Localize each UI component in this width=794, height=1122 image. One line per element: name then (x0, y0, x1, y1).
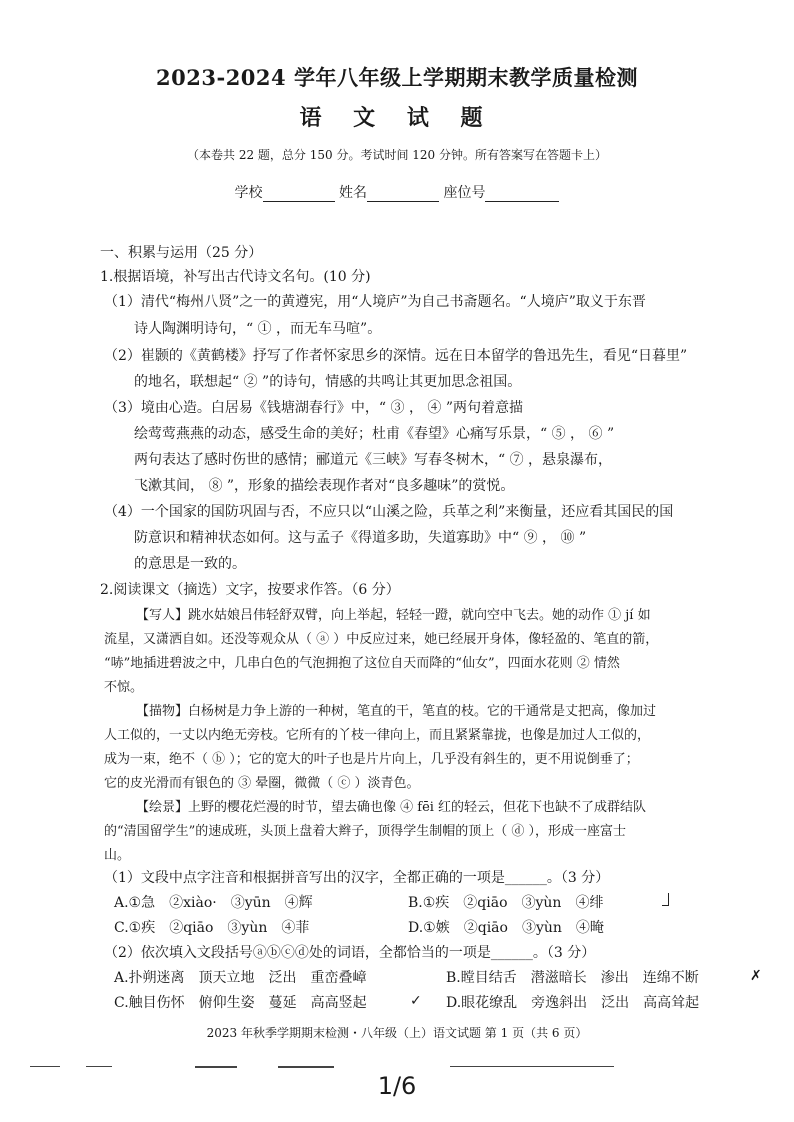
q1-p1-line1: （1）清代“梅州八贤”之一的黄遵宪，用“人境庐”为自己书斋题名。“人境庐”取义于东晋 (104, 294, 646, 310)
q2-a-line1: 【写人】跳水姑娘吕伟轻舒双臂，向上举起，轻轻一蹬，就向空中飞去。她的动作 ① jí 如 (136, 608, 651, 623)
q2-b-line3: 成为一束，绝不（ ⓑ ）；它的宽大的叶子也是片片向上，几乎没有斜生的，更不用说倒垂了； (104, 752, 639, 767)
q2-a-line3: “哧”地插进碧波之中，几串白色的气泡拥抱了这位自天而降的“仙女”，四面水花则 ② 情然 (104, 656, 620, 671)
q1-p3-line1: （3）境由心造。白居易《钱塘湖春行》中，“ ③ ， ④ ”两句着意描 (104, 400, 524, 416)
q1-stem: 1.根据语境，补写出古代诗文名句。(10 分) (100, 269, 371, 285)
q2-sub1-option-c: C.①疾 ②qiāo ③yùn ④菲 (114, 920, 310, 936)
school-blank (263, 187, 335, 202)
q1-p2-line2: 的地名，联想起“ ② ”的诗句，情感的共鸣让其更加思念祖国。 (134, 374, 522, 390)
page-footer: 2023 年秋季学期期末检测・八年级（上）语文试题 第 1 页（共 6 页） (206, 1026, 588, 1040)
name-blank (367, 187, 439, 202)
q2-b-line4: 它的皮光滑而有银色的 ③ 晕圈，微微（ ⓒ ）淡青色。 (104, 776, 420, 791)
seat-blank (485, 187, 559, 202)
q2-sub2-option-a: A.扑朔迷离 顶天立地 泛出 重峦叠嶂 (114, 970, 367, 986)
scan-artifact (86, 1066, 112, 1067)
section-heading: 一、积累与运用（25 分） (100, 245, 263, 261)
q2-c-line2: 的“清国留学生”的速成班，头顶上盘着大辫子，顶得学生制帽的顶上（ ⓓ ），形成一座富士 (104, 824, 627, 839)
handwritten-x-mark: ✗ (750, 968, 762, 984)
school-label: 学校 (234, 185, 263, 201)
handwritten-mark (662, 893, 669, 906)
name-label: 姓名 (339, 185, 367, 201)
scan-artifact (195, 1066, 237, 1068)
handwritten-check-mark: ✓ (410, 993, 422, 1009)
exam-title: 2023-2024 学年八年级上学期期末教学质量检测 (156, 65, 638, 90)
q1-p3-line2: 绘莺莺燕燕的动态，感受生命的美好；杜甫《春望》心痛写乐景，“ ⑤ ， ⑥ ” (134, 426, 615, 442)
q2-sub1-option-a: A.①急 ②xiào· ③yūn ④辉 (114, 895, 313, 911)
q2-sub1-option-d: D.①嫉 ②qiāo ③yùn ④晻 (408, 920, 604, 936)
q2-a-line2: 流星，又潇洒自如。还没等观众从（ ⓐ ）中反应过来，她已经展开身体，像轻盈的、笔直的箭， (104, 632, 659, 647)
q2-sub1-option-b: B.①疾 ②qiāo ③yùn ④绯 (408, 895, 604, 911)
subject-title: 语 文 试 题 (299, 105, 495, 131)
exam-note: （本卷共 22 题，总分 150 分。考试时间 120 分钟。所有答案写在答题卡上） (187, 148, 607, 162)
q1-p4-line1: （4）一个国家的国防巩固与否，不应只以“山溪之险，兵革之利”来衡量，还应看其国民的国 (104, 504, 674, 520)
q2-b-line1: 【描物】白杨树是力争上游的一种树，笔直的干，笔直的枝。它的干通常是丈把高，像加过 (136, 704, 657, 719)
q1-p2-line1: （2）崔颢的《黄鹤楼》抒写了作者怀家思乡的深情。远在日本留学的鲁迅先生，看见“日暮里” (104, 348, 688, 364)
seat-label: 座位号 (443, 185, 486, 201)
q2-sub2-option-b: B.瞠目结舌 潜滋暗长 渗出 连绵不断 (446, 970, 699, 986)
q1-p3-line3: 两句表达了感时伤世的感情；郦道元《三峡》写春冬树木，“ ⑦ ，悬泉瀑布， (134, 452, 613, 468)
q2-sub2-option-c: C.触目伤怀 俯仰生姿 蔓延 高高竖起 (114, 995, 367, 1011)
q2-stem: 2.阅读课文（摘选）文字，按要求作答。（6 分） (100, 582, 400, 598)
q2-b-line2: 人工似的，一丈以内绝无旁枝。它所有的丫枝一律向上，而且紧紧靠拢，也像是加过人工似的， (104, 728, 651, 743)
q1-p1-line2: 诗人陶渊明诗句，“ ① ，而无车马喧”。 (134, 321, 382, 337)
q2-c-line3: 山。 (104, 848, 131, 863)
q1-p4-line3: 的意思是一致的。 (134, 556, 246, 572)
q2-sub1: （1）文段中点字注音和根据拼音写出的汉字，全都正确的一项是______。（3 分） (104, 870, 610, 886)
scan-artifact (450, 1066, 614, 1067)
q2-sub2-option-d: D.眼花缭乱 旁逸斜出 泛出 高高耸起 (446, 995, 700, 1011)
q1-p3-line4: 飞漱其间， ⑧ ”，形象的描绘表现作者对“良多趣味”的赏悦。 (134, 478, 515, 494)
scan-artifact (30, 1066, 60, 1067)
scan-artifact (278, 1066, 334, 1068)
q2-a-line4: 不惊。 (104, 680, 144, 695)
page-indicator: 1/6 (377, 1072, 417, 1100)
q1-p4-line2: 防意识和精神状态如何。这与孟子《得道多助，失道寡助》中“ ⑨ ， ⑩ ” (134, 530, 587, 546)
q2-sub2: （2）依次填入文段括号ⓐⓑⓒⓓ处的词语，全都恰当的一项是______。（3 分） (104, 945, 596, 961)
student-info-line (0, 182, 794, 202)
q2-c-line1: 【绘景】上野的樱花烂漫的时节，望去确也像 ④ fēi 红的轻云，但花下也缺不了成群结队 (136, 800, 647, 815)
